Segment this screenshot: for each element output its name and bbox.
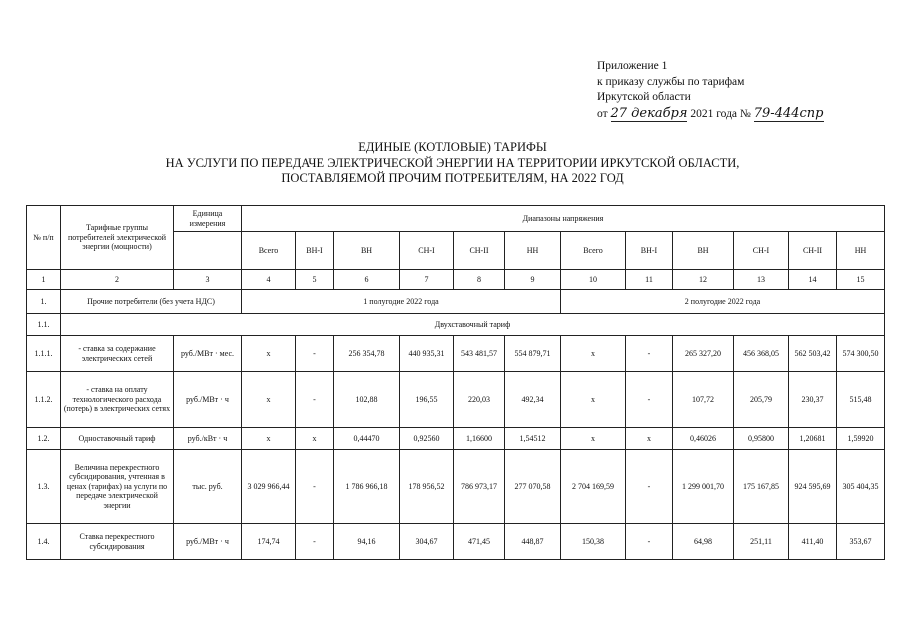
column-number: 6 (334, 270, 400, 290)
row-unit: тыс. руб. (174, 450, 242, 524)
row-name: Величина перекрестного субсидирования, учтенная в ценах (тарифах) на услуги по передаче электрической энергии (61, 450, 174, 524)
value-cell: x (626, 428, 673, 450)
value-cell: 150,38 (561, 524, 626, 560)
value-cell: 411,40 (789, 524, 837, 560)
appendix-line-1: Приложение 1 (597, 60, 668, 72)
value-cell: 471,45 (454, 524, 505, 560)
value-cell: 230,37 (789, 372, 837, 428)
period-2: 2 полугодие 2022 года (561, 290, 885, 314)
row-unit: руб./кВт · ч (174, 428, 242, 450)
value-cell: 448,87 (505, 524, 561, 560)
value-cell: 1,59920 (837, 428, 885, 450)
column-number: 11 (626, 270, 673, 290)
row-num: 1.4. (27, 524, 61, 560)
column-number: 9 (505, 270, 561, 290)
sub-header: СН-II (454, 232, 505, 270)
row-num: 1.3. (27, 450, 61, 524)
value-cell: 1 299 001,70 (673, 450, 734, 524)
tariff-table (26, 205, 885, 560)
document-title (0, 140, 905, 187)
row-num: 1.1.2. (27, 372, 61, 428)
row-1-2 (27, 428, 885, 450)
row-name: Прочие потребители (без учета НДС) (61, 290, 242, 314)
value-cell: - (296, 336, 334, 372)
row-1-1-1 (27, 336, 885, 372)
row-name: Одноставочный тариф (61, 428, 174, 450)
header-unit: Единица измерения (174, 206, 242, 232)
value-cell: 277 070,58 (505, 450, 561, 524)
sub-header: Всего (561, 232, 626, 270)
value-cell: x (242, 336, 296, 372)
row-1 (27, 290, 885, 314)
value-cell: - (626, 524, 673, 560)
value-cell: - (296, 450, 334, 524)
row-num: 1.1. (27, 314, 61, 336)
value-cell: 562 503,42 (789, 336, 837, 372)
title-line-1: ЕДИНЫЕ (КОТЛОВЫЕ) ТАРИФЫ (358, 140, 547, 154)
column-number: 8 (454, 270, 505, 290)
value-cell: 305 404,35 (837, 450, 885, 524)
value-cell: 265 327,20 (673, 336, 734, 372)
column-number: 13 (734, 270, 789, 290)
row-num: 1.1.1. (27, 336, 61, 372)
column-number: 12 (673, 270, 734, 290)
row-name: - ставка за содержание электрических сетей (61, 336, 174, 372)
sub-header: ВН (673, 232, 734, 270)
value-cell: 924 595,69 (789, 450, 837, 524)
value-cell: - (296, 372, 334, 428)
value-cell: 205,79 (734, 372, 789, 428)
period-1: 1 полугодие 2022 года (242, 290, 561, 314)
value-cell: 1 786 966,18 (334, 450, 400, 524)
appendix-line-2: к приказу службы по тарифам (597, 75, 745, 88)
header-num: № п/п (27, 206, 61, 270)
row-num: 1.2. (27, 428, 61, 450)
value-cell: 178 956,52 (400, 450, 454, 524)
value-cell: 543 481,57 (454, 336, 505, 372)
value-cell: x (561, 372, 626, 428)
header-unit-empty (174, 232, 242, 270)
sub-header: НН (505, 232, 561, 270)
row-1-1 (27, 314, 885, 336)
value-cell: 574 300,50 (837, 336, 885, 372)
sub-header: СН-II (789, 232, 837, 270)
value-cell: x (242, 372, 296, 428)
value-cell: 107,72 (673, 372, 734, 428)
header-group: Тарифные группы потребителей электрической энергии (мощности) (61, 206, 174, 270)
row-1-3 (27, 450, 885, 524)
row-unit: руб./МВт · ч (174, 524, 242, 560)
value-cell: 515,48 (837, 372, 885, 428)
value-cell: 304,67 (400, 524, 454, 560)
title-line-3: ПОСТАВЛЯЕМОЙ ПРОЧИМ ПОТРЕБИТЕЛЯМ, НА 2022 ГОД (281, 171, 624, 185)
row-unit: руб./МВт · мес. (174, 336, 242, 372)
value-cell: x (296, 428, 334, 450)
sub-header: СН-I (734, 232, 789, 270)
column-number: 2 (61, 270, 174, 290)
value-cell: 174,74 (242, 524, 296, 560)
appendix-block (597, 59, 824, 122)
value-cell: 256 354,78 (334, 336, 400, 372)
value-cell: 64,98 (673, 524, 734, 560)
column-number: 4 (242, 270, 296, 290)
value-cell: 1,54512 (505, 428, 561, 450)
value-cell: 440 935,31 (400, 336, 454, 372)
value-cell: 1,16600 (454, 428, 505, 450)
row-unit: руб./МВт · ч (174, 372, 242, 428)
value-cell: 2 704 169,59 (561, 450, 626, 524)
header-ranges: Диапазоны напряжения (242, 206, 885, 232)
value-cell: 251,11 (734, 524, 789, 560)
sub-header: Всего (242, 232, 296, 270)
value-cell: 3 029 966,44 (242, 450, 296, 524)
value-cell: 0,92560 (400, 428, 454, 450)
header-row-1 (27, 206, 885, 232)
value-cell: 353,67 (837, 524, 885, 560)
value-cell: 1,20681 (789, 428, 837, 450)
sub-header: ВН (334, 232, 400, 270)
row-num: 1. (27, 290, 61, 314)
sub-header: ВН-I (296, 232, 334, 270)
sub-header: СН-I (400, 232, 454, 270)
column-number: 15 (837, 270, 885, 290)
column-number: 5 (296, 270, 334, 290)
column-number: 7 (400, 270, 454, 290)
value-cell: 220,03 (454, 372, 505, 428)
value-cell: x (242, 428, 296, 450)
value-cell: - (626, 336, 673, 372)
sub-header: НН (837, 232, 885, 270)
value-cell: 196,55 (400, 372, 454, 428)
value-cell: - (296, 524, 334, 560)
column-number: 10 (561, 270, 626, 290)
value-cell: 94,16 (334, 524, 400, 560)
value-cell: 786 973,17 (454, 450, 505, 524)
value-cell: 175 167,85 (734, 450, 789, 524)
row-1-4 (27, 524, 885, 560)
handwritten-number: 79-444спр (753, 105, 824, 121)
sub-header: ВН-I (626, 232, 673, 270)
column-number: 3 (174, 270, 242, 290)
title-line-2: НА УСЛУГИ ПО ПЕРЕДАЧЕ ЭЛЕКТРИЧЕСКОЙ ЭНЕРГИИ НА ТЕРРИТОРИИ ИРКУТСКОЙ ОБЛАСТИ, (165, 155, 740, 170)
row-name: Ставка перекрестного субсидирования (61, 524, 174, 560)
value-cell: - (626, 450, 673, 524)
appendix-line-3: Иркутской области (597, 91, 691, 103)
value-cell: - (626, 372, 673, 428)
appendix-line-4 (597, 106, 824, 123)
row-1-1-2 (27, 372, 885, 428)
column-number: 1 (27, 270, 61, 290)
handwritten-date: 27 декабря (610, 105, 688, 121)
column-number-row (27, 270, 885, 290)
value-cell: 554 879,71 (505, 336, 561, 372)
row-name: Двухставочный тариф (61, 314, 885, 336)
value-cell: x (561, 336, 626, 372)
value-cell: 102,88 (334, 372, 400, 428)
value-cell: x (561, 428, 626, 450)
value-cell: 0,44470 (334, 428, 400, 450)
appendix-year: 2021 года № (690, 107, 751, 120)
row-name: - ставка на оплату технологического расхода (потерь) в электрических сетях (61, 372, 174, 428)
value-cell: 0,46026 (673, 428, 734, 450)
appendix-from: от (597, 107, 608, 120)
value-cell: 0,95800 (734, 428, 789, 450)
value-cell: 456 368,05 (734, 336, 789, 372)
value-cell: 492,34 (505, 372, 561, 428)
column-number: 14 (789, 270, 837, 290)
